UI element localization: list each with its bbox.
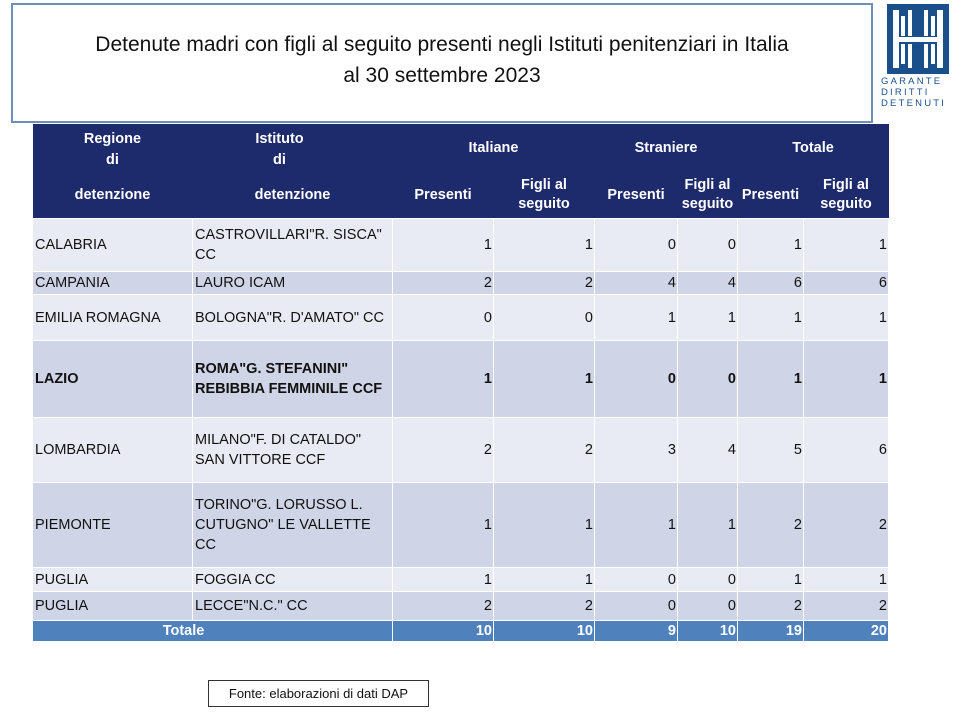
cell-presenti-italiane: 1 xyxy=(393,483,494,568)
cell-presenti-straniere: 0 xyxy=(595,219,678,272)
total-row xyxy=(33,621,889,642)
cell-presenti-straniere: 4 xyxy=(595,272,678,295)
total-presenti-totale: 19 xyxy=(738,621,804,642)
header-regione-detenzione: detenzione xyxy=(33,172,193,219)
cell-figli-straniere: 0 xyxy=(678,568,738,592)
cell-presenti-italiane: 1 xyxy=(393,568,494,592)
cell-figli-italiane: 2 xyxy=(494,592,595,621)
cell-presenti-totale: 1 xyxy=(738,219,804,272)
cell-regione: CALABRIA xyxy=(33,219,193,272)
cell-regione: PUGLIA xyxy=(33,568,193,592)
cell-istituto: CASTROVILLARI"R. SISCA" CC xyxy=(193,219,393,272)
cell-regione: CAMPANIA xyxy=(33,272,193,295)
header-totale: Totale xyxy=(738,124,889,172)
header-straniere: Straniere xyxy=(595,124,738,172)
garante-logo xyxy=(881,4,957,110)
cell-figli-italiane: 0 xyxy=(494,295,595,341)
table-row xyxy=(33,272,889,295)
cell-regione: PIEMONTE xyxy=(33,483,193,568)
header-figli-totale: Figli al seguito xyxy=(804,172,889,219)
cell-figli-totale: 2 xyxy=(804,483,889,568)
cell-presenti-straniere: 0 xyxy=(595,592,678,621)
cell-figli-totale: 6 xyxy=(804,272,889,295)
cell-presenti-totale: 1 xyxy=(738,341,804,418)
logo-text xyxy=(881,76,959,109)
logo-line-3: DETENUTI xyxy=(881,98,947,109)
cell-figli-italiane: 2 xyxy=(494,272,595,295)
cell-figli-italiane: 2 xyxy=(494,418,595,483)
cell-figli-italiane: 1 xyxy=(494,568,595,592)
cell-presenti-totale: 5 xyxy=(738,418,804,483)
logo-line-1: GARANTE xyxy=(881,76,943,87)
cell-presenti-italiane: 1 xyxy=(393,219,494,272)
cell-figli-straniere: 4 xyxy=(678,418,738,483)
header-presenti-straniere: Presenti xyxy=(595,172,678,219)
cell-presenti-totale: 1 xyxy=(738,295,804,341)
cell-istituto: LECCE"N.C." CC xyxy=(193,592,393,621)
title-line-2: al 30 settembre 2023 xyxy=(343,64,541,87)
total-presenti-straniere: 9 xyxy=(595,621,678,642)
cell-figli-totale: 1 xyxy=(804,568,889,592)
cell-figli-straniere: 0 xyxy=(678,341,738,418)
header-presenti-totale: Presenti xyxy=(738,172,804,219)
cell-figli-totale: 1 xyxy=(804,219,889,272)
cell-figli-straniere: 4 xyxy=(678,272,738,295)
table-row xyxy=(33,418,889,483)
header-istituto: Istituto di xyxy=(193,124,393,172)
cell-figli-straniere: 1 xyxy=(678,483,738,568)
cell-figli-totale: 2 xyxy=(804,592,889,621)
cell-figli-italiane: 1 xyxy=(494,483,595,568)
title-line-1: Detenute madri con figli al seguito presenti negli Istituti penitenziari in Italia xyxy=(95,33,789,56)
cell-regione: LAZIO xyxy=(33,341,193,418)
cell-presenti-straniere: 0 xyxy=(595,568,678,592)
header-presenti-italiane: Presenti xyxy=(393,172,494,219)
header-istituto-detenzione: detenzione xyxy=(193,172,393,219)
logo-line-2: DIRITTI xyxy=(881,87,930,98)
table-row xyxy=(33,295,889,341)
cell-presenti-totale: 2 xyxy=(738,483,804,568)
cell-figli-straniere: 0 xyxy=(678,592,738,621)
total-figli-straniere: 10 xyxy=(678,621,738,642)
cell-figli-totale: 1 xyxy=(804,341,889,418)
table-row xyxy=(33,483,889,568)
cell-presenti-italiane: 2 xyxy=(393,272,494,295)
total-presenti-italiane: 10 xyxy=(393,621,494,642)
cell-presenti-straniere: 0 xyxy=(595,341,678,418)
title-box xyxy=(11,3,873,123)
cell-figli-italiane: 1 xyxy=(494,341,595,418)
cell-presenti-italiane: 2 xyxy=(393,418,494,483)
page-title xyxy=(95,29,788,91)
cell-istituto: ROMA"G. STEFANINI" REBIBBIA FEMMINILE CCF xyxy=(193,341,393,418)
cell-presenti-straniere: 1 xyxy=(595,295,678,341)
total-label: Totale xyxy=(33,621,393,642)
cell-istituto: MILANO"F. DI CATALDO" SAN VITTORE CCF xyxy=(193,418,393,483)
cell-istituto: TORINO"G. LORUSSO L. CUTUGNO" LE VALLETTE CC xyxy=(193,483,393,568)
cell-istituto: BOLOGNA"R. D'AMATO" CC xyxy=(193,295,393,341)
cell-istituto: LAURO ICAM xyxy=(193,272,393,295)
cell-presenti-italiane: 2 xyxy=(393,592,494,621)
table-row xyxy=(33,341,889,418)
cell-presenti-italiane: 1 xyxy=(393,341,494,418)
header-row-2 xyxy=(33,172,889,219)
cell-istituto: FOGGIA CC xyxy=(193,568,393,592)
cell-presenti-straniere: 3 xyxy=(595,418,678,483)
cell-figli-straniere: 1 xyxy=(678,295,738,341)
cell-presenti-totale: 6 xyxy=(738,272,804,295)
source-note: Fonte: elaborazioni di dati DAP xyxy=(208,680,429,707)
table-row xyxy=(33,219,889,272)
cell-figli-italiane: 1 xyxy=(494,219,595,272)
cell-regione: PUGLIA xyxy=(33,592,193,621)
cell-presenti-straniere: 1 xyxy=(595,483,678,568)
table-row xyxy=(33,568,889,592)
logo-emblem-icon xyxy=(887,4,949,74)
total-figli-totale: 20 xyxy=(804,621,889,642)
header-italiane: Italiane xyxy=(393,124,595,172)
total-figli-italiane: 10 xyxy=(494,621,595,642)
cell-figli-straniere: 0 xyxy=(678,219,738,272)
cell-figli-totale: 1 xyxy=(804,295,889,341)
cell-presenti-totale: 2 xyxy=(738,592,804,621)
header-figli-straniere: Figli al seguito xyxy=(678,172,738,219)
cell-regione: LOMBARDIA xyxy=(33,418,193,483)
header-figli-italiane: Figli al seguito xyxy=(494,172,595,219)
header-row-1 xyxy=(33,124,889,172)
header-regione: Regione di xyxy=(33,124,193,172)
cell-figli-totale: 6 xyxy=(804,418,889,483)
data-table xyxy=(32,124,889,642)
cell-regione: EMILIA ROMAGNA xyxy=(33,295,193,341)
cell-presenti-italiane: 0 xyxy=(393,295,494,341)
table-row xyxy=(33,592,889,621)
cell-presenti-totale: 1 xyxy=(738,568,804,592)
